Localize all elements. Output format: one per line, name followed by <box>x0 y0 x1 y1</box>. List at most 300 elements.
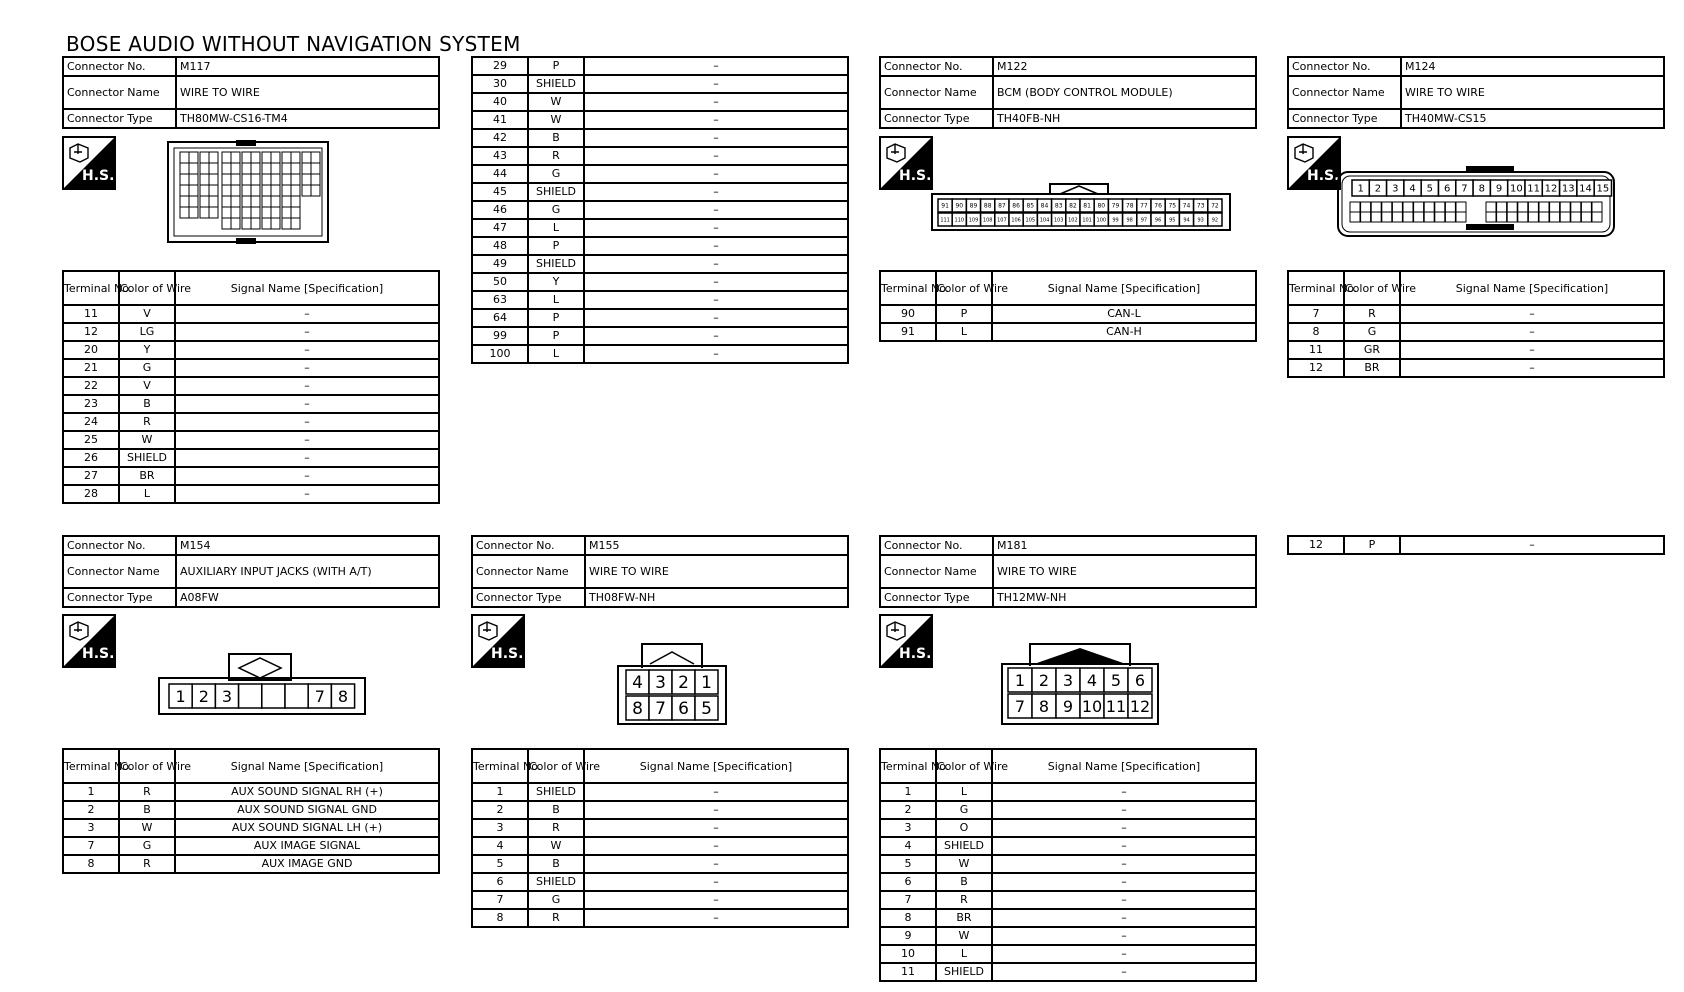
pin-cavity <box>302 174 311 185</box>
pin-cavity <box>291 163 300 174</box>
color-of-wire-header: Color of Wire <box>119 749 175 783</box>
m124-connector-info <box>1287 56 1665 129</box>
pin-number: 75 <box>1168 202 1177 210</box>
wire-color-cell: G <box>528 891 584 909</box>
signal-cell: – <box>584 291 848 309</box>
terminal-cell: 100 <box>472 345 528 363</box>
terminal-no-header: Terminal No. <box>63 271 119 305</box>
m181-connector-name-label: Connector Name <box>880 555 993 588</box>
pin-cavity <box>180 163 189 174</box>
wire-color-cell: BR <box>1344 359 1400 377</box>
pin-cavity <box>231 185 240 196</box>
signal-cell: – <box>584 309 848 327</box>
pin-cavity <box>1435 212 1445 222</box>
wire-color-cell: R <box>528 909 584 927</box>
pin-cavity <box>1518 202 1528 212</box>
terminal-no-header: Terminal No. <box>880 749 936 783</box>
pin-cavity <box>231 163 240 174</box>
wire-color-cell: SHIELD <box>528 255 584 273</box>
terminal-cell: 48 <box>472 237 528 255</box>
harness-side-badge <box>879 614 933 668</box>
terminal-cell: 2 <box>63 801 119 819</box>
m154-connector-type-label: Connector Type <box>63 588 176 607</box>
terminal-cell: 64 <box>472 309 528 327</box>
signal-cell: – <box>175 395 439 413</box>
signal-cell: – <box>175 341 439 359</box>
table-row <box>472 111 848 129</box>
m181-connector-type-label: Connector Type <box>880 588 993 607</box>
wire-color-cell: SHIELD <box>528 873 584 891</box>
terminal-cell: 49 <box>472 255 528 273</box>
m122-connector-type-label: Connector Type <box>880 109 993 128</box>
pin-cavity <box>231 207 240 218</box>
pin-cavity <box>1350 212 1360 222</box>
m117-cavity-grid <box>180 152 320 229</box>
pin-number: 13 <box>1561 183 1575 195</box>
pin-number: 83 <box>1054 202 1063 210</box>
table-row <box>472 147 848 165</box>
pin-cavity <box>251 196 260 207</box>
m124-pins-table <box>1287 270 1665 378</box>
table-row <box>880 891 1256 909</box>
signal-cell: – <box>584 75 848 93</box>
hs-label: H.S. <box>899 168 932 184</box>
pin-number: 1 <box>1357 183 1364 195</box>
m154-connector-diagram <box>157 652 367 716</box>
terminal-cell: 12 <box>1288 536 1344 554</box>
pin-cavity <box>180 196 189 207</box>
terminal-cell: 8 <box>63 855 119 873</box>
m155-connector-type: TH08FW-NH <box>585 588 848 607</box>
signal-cell: AUX IMAGE GND <box>175 855 439 873</box>
pin-number: 5 <box>701 699 712 720</box>
pin-number: 5 <box>1426 183 1434 195</box>
signal-cell: – <box>584 891 848 909</box>
table-row <box>880 873 1256 891</box>
m124-top-row <box>1352 180 1612 196</box>
m181-pins-table <box>879 748 1257 982</box>
signal-cell: – <box>992 837 1256 855</box>
m181-connector-no-label: Connector No. <box>880 536 993 555</box>
terminal-cell: 50 <box>472 273 528 291</box>
signal-cell: – <box>584 837 848 855</box>
signal-cell: – <box>175 323 439 341</box>
signal-cell: – <box>175 431 439 449</box>
pin-number: 7 <box>1461 183 1468 195</box>
pin-cavity <box>189 207 198 218</box>
pin-cavity <box>242 218 251 229</box>
table-row <box>472 309 848 327</box>
pin-cavity <box>311 185 320 196</box>
terminal-cell: 26 <box>63 449 119 467</box>
wire-color-cell: G <box>528 165 584 183</box>
wire-color-cell: W <box>936 927 992 945</box>
pin-cavity <box>1507 212 1517 222</box>
signal-cell: – <box>175 377 439 395</box>
m155-top-row <box>626 670 718 694</box>
pin-number: 11 <box>1105 696 1127 716</box>
page-title: BOSE AUDIO WITHOUT NAVIGATION SYSTEM <box>66 32 521 56</box>
table-row <box>472 909 848 927</box>
terminal-cell: 5 <box>880 855 936 873</box>
m155-connector-name: WIRE TO WIRE <box>585 555 848 588</box>
signal-cell: – <box>175 305 439 323</box>
pin-cavity <box>180 185 189 196</box>
terminal-cell: 40 <box>472 93 528 111</box>
pin-cavity <box>1456 212 1466 222</box>
table-row <box>472 345 848 363</box>
pin-number: 10 <box>1081 696 1103 716</box>
signal-cell: – <box>175 467 439 485</box>
m122-connector-no-label: Connector No. <box>880 57 993 76</box>
terminal-cell: 20 <box>63 341 119 359</box>
table-row <box>63 341 439 359</box>
harness-side-badge <box>62 614 116 668</box>
table-row <box>880 963 1256 981</box>
terminal-cell: 2 <box>880 801 936 819</box>
table-row <box>880 837 1256 855</box>
m155-connector-no: M155 <box>585 536 848 555</box>
harness-side-badge <box>471 614 525 668</box>
pin-cavity <box>209 185 218 196</box>
wire-color-cell: B <box>119 395 175 413</box>
table-row <box>63 449 439 467</box>
table-row <box>880 945 1256 963</box>
terminal-no-header: Terminal No. <box>1288 271 1344 305</box>
pin-cavity <box>200 163 209 174</box>
signal-cell: AUX SOUND SIGNAL LH (+) <box>175 819 439 837</box>
m117-connector-name: WIRE TO WIRE <box>176 76 439 109</box>
m124-connector-name: WIRE TO WIRE <box>1401 76 1664 109</box>
pin-number: 78 <box>1125 202 1134 210</box>
terminal-cell: 41 <box>472 111 528 129</box>
pin-cavity <box>231 174 240 185</box>
terminal-cell: 23 <box>63 395 119 413</box>
table-row <box>63 467 439 485</box>
pin-number: 5 <box>1110 670 1122 690</box>
table-row <box>880 909 1256 927</box>
signal-name-header: Signal Name [Specification] <box>175 749 439 783</box>
wire-color-cell: Y <box>528 273 584 291</box>
terminal-cell: 63 <box>472 291 528 309</box>
pin-cavity <box>302 185 311 196</box>
pin-cavity <box>271 185 280 196</box>
m122-pins-table <box>879 270 1257 342</box>
signal-cell: – <box>584 165 848 183</box>
terminal-cell: 7 <box>880 891 936 909</box>
signal-cell: – <box>175 413 439 431</box>
pin-number: 2 <box>1038 670 1050 690</box>
pin-cavity <box>262 152 271 163</box>
m122-connector-info <box>879 56 1257 129</box>
table-row <box>472 75 848 93</box>
table-row <box>472 327 848 345</box>
pin-cavity <box>189 174 198 185</box>
signal-cell: – <box>584 801 848 819</box>
wire-color-cell: G <box>1344 323 1400 341</box>
wire-color-cell: R <box>1344 305 1400 323</box>
pin-cavity <box>262 163 271 174</box>
terminal-cell: 1 <box>472 783 528 801</box>
m155-connector-name-label: Connector Name <box>472 555 585 588</box>
pin-cavity <box>291 207 300 218</box>
pin-cavity <box>282 152 291 163</box>
terminal-cell: 22 <box>63 377 119 395</box>
pin-cavity <box>1539 212 1549 222</box>
terminal-cell: 29 <box>472 57 528 75</box>
pin-number: 6 <box>1443 183 1451 195</box>
wire-color-cell: SHIELD <box>936 837 992 855</box>
pin-number: 106 <box>1011 217 1021 224</box>
terminal-cell: 9 <box>880 927 936 945</box>
hs-label: H.S. <box>82 646 115 662</box>
signal-cell: – <box>992 927 1256 945</box>
m154-connector-type: A08FW <box>176 588 439 607</box>
pin-number: 100 <box>1096 217 1107 224</box>
pin-cavity <box>209 207 218 218</box>
m181-connector-diagram <box>1000 640 1160 726</box>
color-of-wire-header: Color of Wire <box>528 749 584 783</box>
pin-cavity <box>311 152 320 163</box>
pin-cavity <box>1382 202 1392 212</box>
signal-cell: – <box>584 327 848 345</box>
pin-cavity <box>262 207 271 218</box>
wire-color-cell: R <box>119 855 175 873</box>
pin-cavity <box>222 207 231 218</box>
table-row <box>880 819 1256 837</box>
terminal-cell: 6 <box>472 873 528 891</box>
terminal-cell: 3 <box>880 819 936 837</box>
signal-cell: – <box>584 873 848 891</box>
m122-connector-no: M122 <box>993 57 1256 76</box>
color-of-wire-header: Color of Wire <box>1344 271 1400 305</box>
pin-number: 80 <box>1097 202 1106 210</box>
pin-cavity <box>1581 202 1591 212</box>
pin-cavity <box>282 174 291 185</box>
pin-number: 87 <box>998 202 1006 210</box>
hs-label: H.S. <box>1307 168 1340 184</box>
pin-cavity <box>251 174 260 185</box>
pin-number: 97 <box>1140 217 1148 224</box>
pin-cavity <box>1528 202 1538 212</box>
pin-cavity <box>251 207 260 218</box>
signal-cell: – <box>584 111 848 129</box>
pin-number: 1 <box>1014 670 1026 690</box>
wire-color-cell: W <box>936 855 992 873</box>
pin-cavity <box>251 185 260 196</box>
terminal-cell: 12 <box>63 323 119 341</box>
pin-number: 8 <box>337 686 349 706</box>
pin-cavity <box>1414 202 1424 212</box>
m124-connector-type: TH40MW-CS15 <box>1401 109 1664 128</box>
pin-number: 90 <box>955 202 964 210</box>
table-row <box>880 927 1256 945</box>
terminal-cell: 2 <box>472 801 528 819</box>
table-row <box>472 219 848 237</box>
hs-label: H.S. <box>899 646 932 662</box>
pin-cavity <box>262 218 271 229</box>
pin-number: 8 <box>632 699 643 720</box>
wire-color-cell: SHIELD <box>528 183 584 201</box>
terminal-cell: 45 <box>472 183 528 201</box>
pin-cavity <box>291 218 300 229</box>
table-row <box>1288 323 1664 341</box>
pin-cavity <box>271 218 280 229</box>
pin-cavity <box>271 174 280 185</box>
signal-cell: – <box>1400 341 1664 359</box>
harness-side-badge <box>62 136 116 190</box>
table-row <box>472 57 848 75</box>
pin-cavity <box>291 152 300 163</box>
pin-cavity <box>1592 202 1602 212</box>
color-of-wire-header: Color of Wire <box>936 271 992 305</box>
table-row <box>1288 341 1664 359</box>
pin-cavity <box>1560 212 1570 222</box>
table-row <box>63 395 439 413</box>
pin-cavity <box>262 684 285 708</box>
m181-connector-name: WIRE TO WIRE <box>993 555 1256 588</box>
terminal-cell: 24 <box>63 413 119 431</box>
pin-number: 105 <box>1025 217 1036 224</box>
terminal-cell: 99 <box>472 327 528 345</box>
wire-color-cell: G <box>528 201 584 219</box>
terminal-no-header: Terminal No. <box>472 749 528 783</box>
pin-cavity <box>271 163 280 174</box>
signal-cell: – <box>175 485 439 503</box>
signal-cell: – <box>992 873 1256 891</box>
color-of-wire-header: Color of Wire <box>119 271 175 305</box>
pin-number: 2 <box>198 686 209 706</box>
terminal-cell: 6 <box>880 873 936 891</box>
pin-cavity <box>200 152 209 163</box>
pin-number: 73 <box>1196 202 1205 210</box>
m122-connector-name-label: Connector Name <box>880 76 993 109</box>
wire-color-cell: BR <box>936 909 992 927</box>
harness-side-badge <box>879 136 933 190</box>
pin-number: 94 <box>1183 217 1190 224</box>
pin-cavity <box>251 163 260 174</box>
pin-number: 2 <box>678 673 689 694</box>
pin-cavity <box>311 174 320 185</box>
wire-color-cell: R <box>528 147 584 165</box>
terminal-cell: 30 <box>472 75 528 93</box>
pin-cavity <box>1486 202 1496 212</box>
pin-number: 1 <box>175 686 186 706</box>
terminal-cell: 11 <box>63 305 119 323</box>
pin-number: 107 <box>997 217 1007 224</box>
signal-cell: – <box>584 255 848 273</box>
pin-cavity <box>242 185 251 196</box>
m122-connector-name: BCM (BODY CONTROL MODULE) <box>993 76 1256 109</box>
wire-color-cell: B <box>528 129 584 147</box>
pin-number: 79 <box>1111 202 1120 210</box>
wire-color-cell: B <box>528 801 584 819</box>
pin-number: 86 <box>1012 202 1020 210</box>
wire-color-cell: SHIELD <box>528 75 584 93</box>
terminal-cell: 43 <box>472 147 528 165</box>
wire-color-cell: B <box>936 873 992 891</box>
signal-cell: – <box>1400 323 1664 341</box>
pin-cavity <box>180 152 189 163</box>
m181-connector-info <box>879 535 1257 608</box>
pin-number: 81 <box>1083 202 1091 210</box>
signal-name-header: Signal Name [Specification] <box>992 749 1256 783</box>
m154-connector-name: AUXILIARY INPUT JACKS (WITH A/T) <box>176 555 439 588</box>
wire-color-cell: W <box>528 111 584 129</box>
pin-cavity <box>189 163 198 174</box>
terminal-cell: 90 <box>880 305 936 323</box>
pin-cavity <box>180 174 189 185</box>
signal-cell: – <box>1400 536 1664 554</box>
wire-color-cell: SHIELD <box>936 963 992 981</box>
terminal-cell: 5 <box>472 855 528 873</box>
pin-cavity <box>242 152 251 163</box>
wire-color-cell: B <box>528 855 584 873</box>
pin-number: 7 <box>314 686 325 706</box>
signal-cell: – <box>584 237 848 255</box>
terminal-cell: 28 <box>63 485 119 503</box>
pin-number: 7 <box>1014 696 1026 716</box>
wire-color-cell: P <box>528 309 584 327</box>
pin-number: 108 <box>982 217 993 224</box>
signal-cell: – <box>584 345 848 363</box>
m117-connector-name-label: Connector Name <box>63 76 176 109</box>
table-row <box>880 323 1256 341</box>
table-row <box>63 855 439 873</box>
pin-cavity <box>1507 202 1517 212</box>
pin-cavity <box>1445 212 1455 222</box>
terminal-cell: 1 <box>63 783 119 801</box>
m117-connector-no: M117 <box>176 57 439 76</box>
table-row <box>63 377 439 395</box>
signal-cell: – <box>175 359 439 377</box>
wire-color-cell: G <box>119 837 175 855</box>
m155-connector-info <box>471 535 849 608</box>
pin-number: 92 <box>1211 217 1219 224</box>
pin-number: 9 <box>1495 183 1503 195</box>
pin-cavity <box>282 196 291 207</box>
pin-cavity <box>200 174 209 185</box>
pin-number: 85 <box>1026 202 1035 210</box>
wire-color-cell: L <box>936 323 992 341</box>
pin-cavity <box>282 163 291 174</box>
table-row <box>472 819 848 837</box>
signal-cell: – <box>584 129 848 147</box>
terminal-cell: 42 <box>472 129 528 147</box>
pin-number: 74 <box>1182 202 1191 210</box>
pin-cavity <box>291 196 300 207</box>
terminal-cell: 4 <box>472 837 528 855</box>
m155-connector-type-label: Connector Type <box>472 588 585 607</box>
pin-cavity <box>302 152 311 163</box>
pin-cavity <box>1361 212 1371 222</box>
pin-cavity <box>222 152 231 163</box>
pin-cavity <box>1550 202 1560 212</box>
pin-cavity <box>1371 212 1381 222</box>
pin-cavity <box>209 152 218 163</box>
pin-number: 3 <box>221 686 233 706</box>
wire-color-cell: W <box>528 93 584 111</box>
wire-color-cell: O <box>936 819 992 837</box>
m117-connector-type: TH80MW-CS16-TM4 <box>176 109 439 128</box>
m124-bottom-row <box>1350 202 1602 222</box>
pin-cavity <box>1539 202 1549 212</box>
table-row <box>472 783 848 801</box>
hs-label: H.S. <box>82 168 115 184</box>
pin-number: 2 <box>1374 183 1382 195</box>
terminal-cell: 3 <box>63 819 119 837</box>
pin-cavity <box>1435 202 1445 212</box>
